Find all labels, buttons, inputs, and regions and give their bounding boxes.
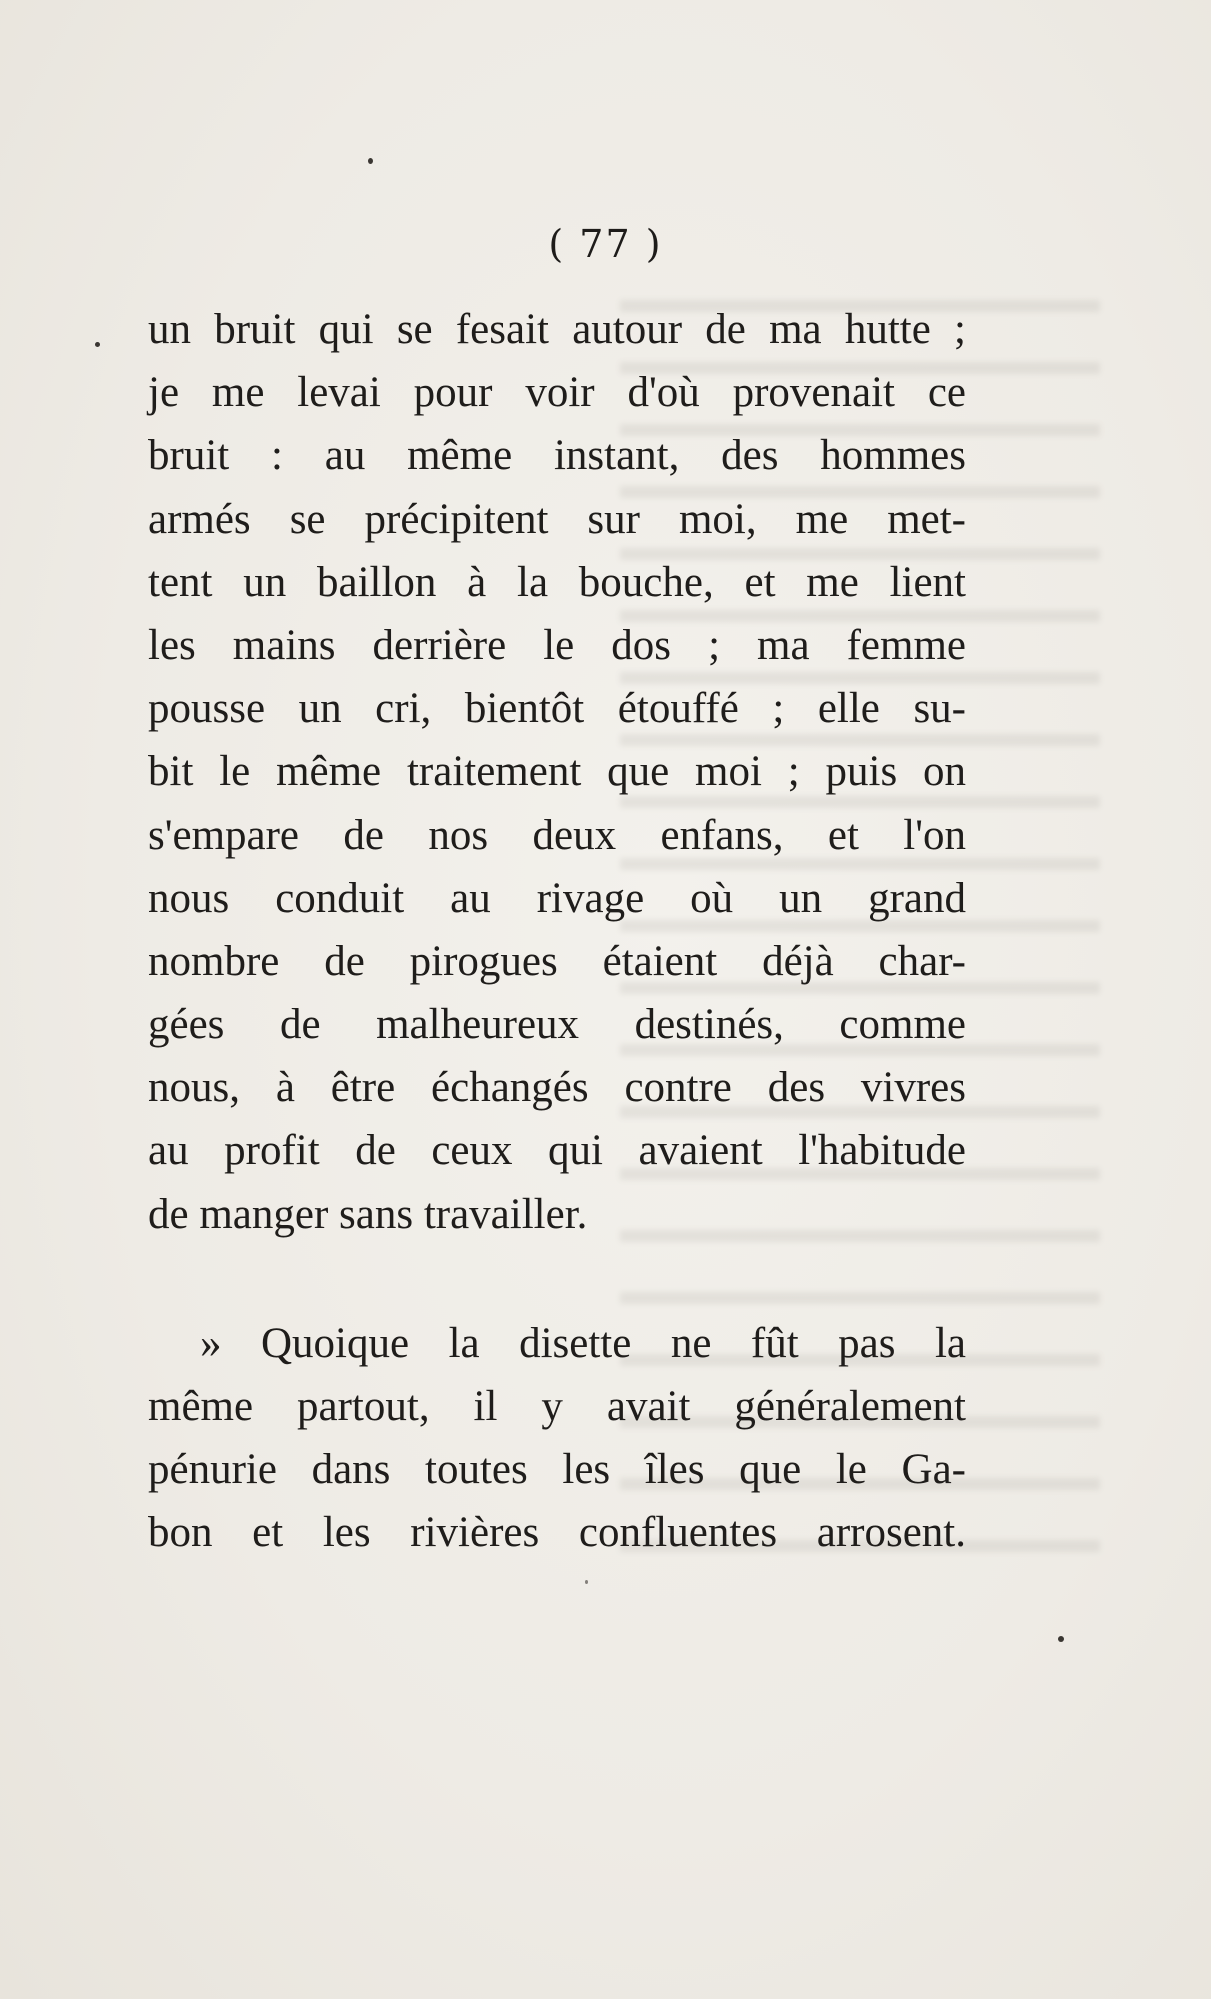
ink-speck — [368, 158, 373, 164]
text-line: je me levai pour voir d'où provenait ce — [148, 369, 966, 417]
text-line: même partout, il y avait généralement — [148, 1383, 966, 1430]
paragraph-1 — [148, 298, 966, 1246]
text-line: de manger sans travailler. — [148, 1190, 588, 1238]
ink-speck — [1058, 1636, 1064, 1642]
text-line: s'empare de nos deux enfans, et l'on — [148, 811, 966, 859]
ink-speck — [585, 1580, 588, 1584]
text-line: les mains derrière le dos ; ma femme — [148, 621, 966, 669]
text-line: bit le même traitement que moi ; puis on — [148, 748, 966, 796]
text-line: bon et les rivières confluentes arrosent. — [148, 1509, 966, 1557]
text-line: bruit : au même instant, des hommes — [148, 432, 966, 480]
text-line: nous, à être échangés contre des vivres — [148, 1064, 966, 1112]
text-line: » Quoique la disette ne fût pas la — [200, 1319, 966, 1367]
text-line: gées de malheureux destinés, comme — [148, 1001, 966, 1049]
text-line: nombre de pirogues étaient déjà char- — [148, 937, 966, 985]
text-line: un bruit qui se fesait autour de ma hutte ; — [148, 306, 966, 353]
text-line: nous conduit au rivage où un grand — [148, 874, 966, 922]
text-line: pousse un cri, bientôt étouffé ; elle su- — [148, 685, 966, 733]
paragraph-gap — [148, 1246, 966, 1312]
text-line: tent un baillon à la bouche, et me lient — [148, 558, 966, 606]
text-line: au profit de ceux qui avaient l'habitude — [148, 1127, 966, 1175]
paragraph-2 — [148, 1312, 966, 1565]
page-number: ( 77 ) — [548, 222, 663, 266]
text-line: armés se précipitent sur moi, me met- — [148, 495, 966, 543]
body-text — [148, 298, 966, 1565]
ink-speck — [95, 342, 100, 347]
text-line: pénurie dans toutes les îles que le Ga- — [148, 1446, 966, 1494]
